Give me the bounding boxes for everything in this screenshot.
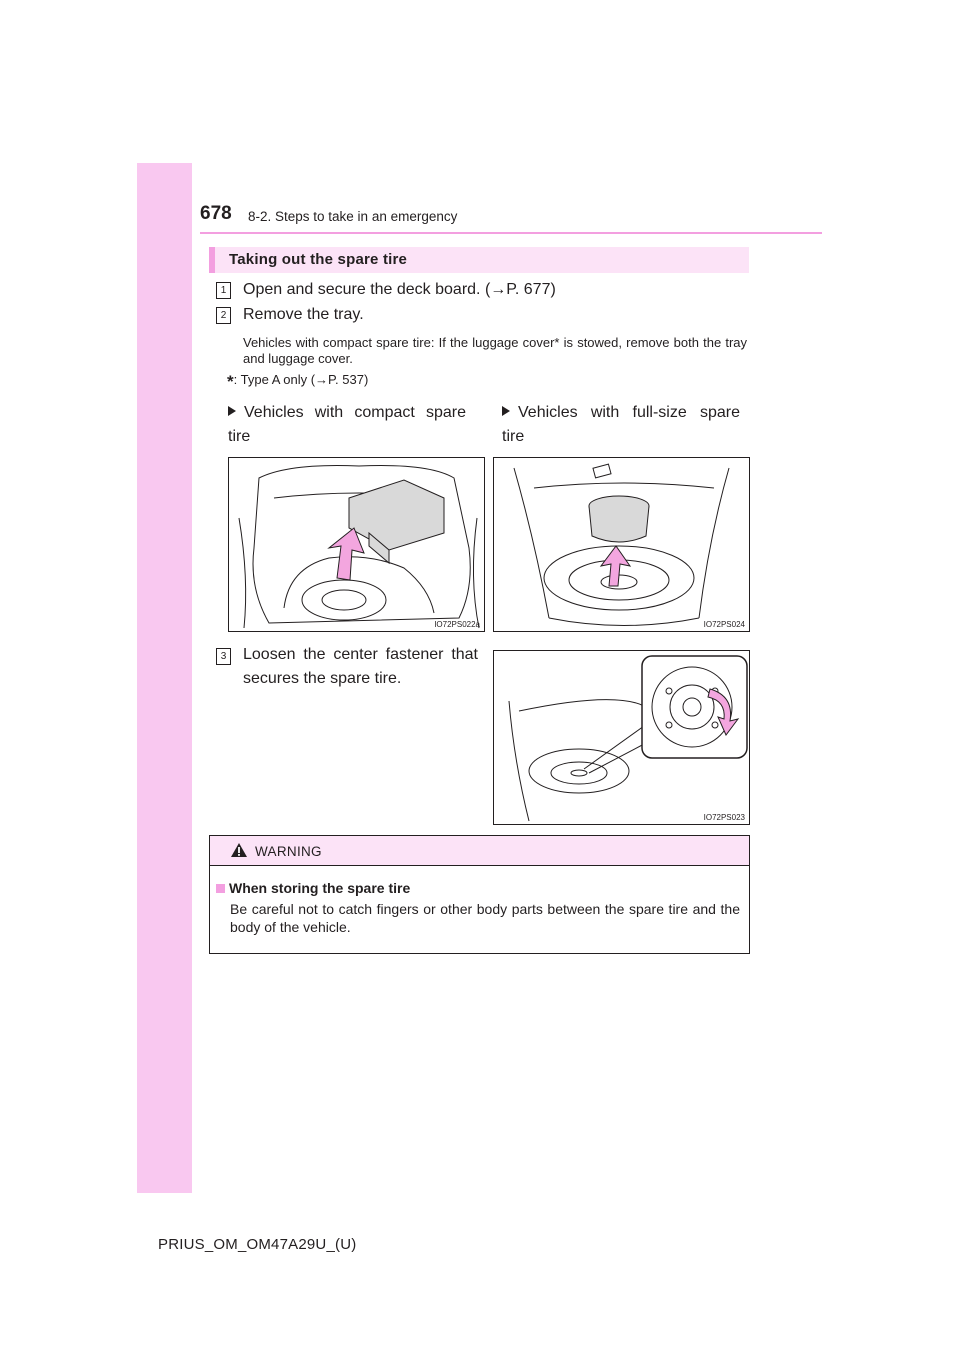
triangle-bullet-icon — [502, 406, 510, 416]
figure-full-size-spare-tray — [493, 457, 750, 632]
fastener-illustration — [494, 651, 750, 825]
section-heading-bar — [209, 247, 749, 273]
footer-doc-code: PRIUS_OM_OM47A29U_(U) — [158, 1236, 357, 1253]
step-number-2: 2 — [216, 307, 231, 324]
square-bullet-icon — [216, 884, 225, 893]
caption-full-size-text: Vehicles with full-size spare tire — [502, 404, 740, 445]
trunk-tray-illustration — [229, 458, 485, 632]
note-text: Vehicles with compact spare tire: If the luggage cover* is stowed, remove both the tray and luggage cover. — [243, 335, 747, 366]
warning-title: WARNING — [255, 844, 322, 859]
step-2-text: Remove the tray. — [243, 306, 364, 323]
page-number: 678 — [200, 203, 232, 224]
step-3-text: Loosen the center fastener that secures the spare tire. — [243, 646, 478, 687]
footnote-marker: * — [227, 372, 234, 391]
figure-loosen-fastener — [493, 650, 750, 825]
figure-code-2: IO72PS024 — [703, 620, 745, 629]
caption-compact-spare — [228, 401, 466, 449]
warning-body: Be careful not to catch fingers or other body parts between the spare tire and the body of the vehicle. — [230, 901, 740, 935]
warning-box — [209, 835, 750, 954]
warning-subheading — [216, 880, 410, 896]
trunk-spare-illustration — [494, 458, 750, 632]
warning-triangle-icon — [230, 842, 248, 863]
warning-header — [210, 836, 749, 866]
caption-compact-text: Vehicles with compact spare tire — [228, 404, 466, 445]
footnote — [227, 372, 368, 392]
caption-full-size-spare — [502, 401, 740, 449]
chapter-title: 8-2. Steps to take in an emergency — [248, 209, 458, 224]
step-number-1: 1 — [216, 282, 231, 299]
figure-code-3: IO72PS023 — [703, 813, 745, 822]
step-1-text: Open and secure the deck board. (→P. 677) — [243, 281, 556, 298]
step-number-3: 3 — [216, 648, 231, 665]
side-tab — [137, 163, 192, 1193]
figure-code-1: IO72PS022a — [434, 620, 480, 629]
warning-subheading-text: When storing the spare tire — [229, 880, 411, 896]
section-title: Taking out the spare tire — [229, 251, 408, 268]
header-divider — [200, 232, 822, 234]
figure-compact-spare-tray — [228, 457, 485, 632]
footnote-text: : Type A only (→P. 537) — [233, 372, 369, 387]
triangle-bullet-icon — [228, 406, 236, 416]
